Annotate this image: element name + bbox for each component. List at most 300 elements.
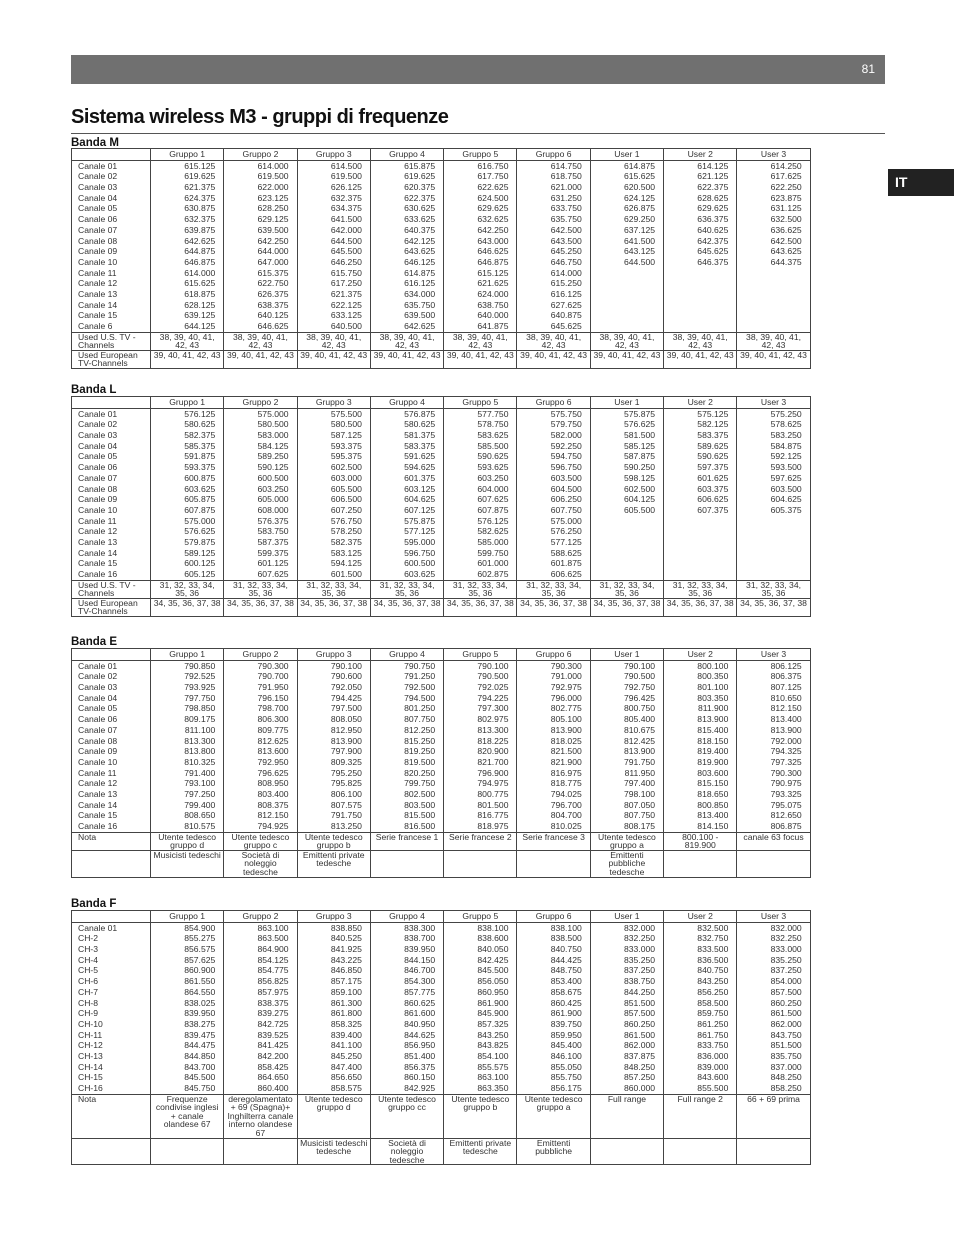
frequency-cell: 858.500 (664, 998, 737, 1009)
frequency-cell: 860.425 (517, 998, 590, 1009)
frequency-cell: 807.750 (590, 810, 663, 821)
frequency-cell: 856.250 (664, 987, 737, 998)
frequency-cell: 614.250 (737, 160, 810, 171)
frequency-cell: 634.375 (297, 203, 370, 214)
frequency-cell: 614.875 (370, 268, 443, 279)
table-row (72, 955, 811, 966)
frequency-cell: 644.500 (590, 257, 663, 268)
frequency-cell: 813.900 (517, 725, 590, 736)
frequency-cell: 604.625 (737, 494, 810, 505)
note-label: Nota (72, 832, 151, 850)
frequency-cell: 602.875 (444, 569, 517, 580)
note-cell: Società di noleggio tedesche (370, 1138, 443, 1165)
frequency-cell: 596.750 (517, 462, 590, 473)
frequency-cell: 616.125 (370, 278, 443, 289)
channel-label: CH-16 (72, 1083, 151, 1094)
frequency-cell: 861.300 (297, 998, 370, 1009)
frequency-cell: 838.100 (444, 922, 517, 933)
note-cell: Musicisti tedeschi tedesche (297, 1138, 370, 1165)
frequency-cell: 802.975 (444, 714, 517, 725)
frequency-cell: 595.000 (370, 537, 443, 548)
table-header-row (72, 911, 811, 923)
channel-label: Canale 12 (72, 778, 151, 789)
frequency-cell: 597.375 (664, 462, 737, 473)
note-cell: Emittenti pubbliche tedesche (590, 850, 663, 877)
note-cell: 34, 35, 36, 37, 38 (444, 598, 517, 616)
column-header: User 2 (664, 911, 737, 923)
note-cell: 66 + 69 prima (737, 1094, 810, 1138)
frequency-cell: 600.500 (224, 473, 297, 484)
note-cell: 31, 32, 33, 34, 35, 36 (737, 580, 810, 598)
frequency-cell: 646.375 (664, 257, 737, 268)
frequency-cell: 854.125 (224, 955, 297, 966)
frequency-cell: 858.575 (297, 1083, 370, 1094)
note-cell: Società di noleggio tedesche (224, 850, 297, 877)
frequency-cell: 860.250 (590, 1019, 663, 1030)
channel-label: CH-15 (72, 1072, 151, 1083)
frequency-cell: 624.125 (590, 193, 663, 204)
frequency-cell: 858.250 (737, 1083, 810, 1094)
table-row (72, 778, 811, 789)
frequency-cell: 793.100 (151, 778, 224, 789)
channel-label: Canale 01 (72, 660, 151, 671)
frequency-cell: 575.875 (370, 516, 443, 527)
table-row (72, 810, 811, 821)
frequency-cell: 585.375 (151, 441, 224, 452)
column-header: User 1 (590, 149, 663, 161)
channel-label: Canale 11 (72, 268, 151, 279)
frequency-cell: 844.850 (151, 1051, 224, 1062)
note-cell: Serie francese 1 (370, 832, 443, 850)
frequency-cell: 603.625 (151, 484, 224, 495)
frequency-cell: 794.425 (297, 693, 370, 704)
frequency-cell: 818.975 (444, 821, 517, 832)
note-cell: Emittenti private tedesche (297, 850, 370, 877)
column-header: User 2 (664, 149, 737, 161)
table-row (72, 987, 811, 998)
note-row (72, 1094, 811, 1138)
frequency-cell: 607.875 (444, 505, 517, 516)
note-cell: 39, 40, 41, 42, 43 (151, 350, 224, 368)
channel-label: CH-14 (72, 1062, 151, 1073)
frequency-cell: 639.125 (151, 310, 224, 321)
frequency-cell: 622.125 (297, 300, 370, 311)
frequency-cell: 860.400 (224, 1083, 297, 1094)
frequency-cell: 864.900 (224, 944, 297, 955)
note-cell: 38, 39, 40, 41, 42, 43 (370, 332, 443, 350)
frequency-cell: 837.000 (737, 1062, 810, 1073)
channel-label: Canale 10 (72, 505, 151, 516)
frequency-cell: 839.400 (297, 1030, 370, 1041)
frequency-cell (590, 558, 663, 569)
table-row (72, 171, 811, 182)
frequency-cell: 603.250 (224, 484, 297, 495)
table-row (72, 703, 811, 714)
frequency-cell (590, 278, 663, 289)
frequency-cell: 856.575 (151, 944, 224, 955)
channel-label: Canale 02 (72, 171, 151, 182)
column-header: User 3 (737, 397, 810, 409)
frequency-cell: 790.600 (297, 671, 370, 682)
frequency-cell: 842.200 (224, 1051, 297, 1062)
frequency-cell: 577.750 (444, 408, 517, 419)
frequency-cell: 845.250 (297, 1051, 370, 1062)
frequency-cell: 818.650 (664, 789, 737, 800)
frequency-cell (664, 278, 737, 289)
frequency-cell: 644.500 (297, 236, 370, 247)
frequency-cell: 618.875 (151, 289, 224, 300)
frequency-cell: 632.625 (444, 214, 517, 225)
frequency-cell: 599.750 (444, 548, 517, 559)
frequency-cell: 792.025 (444, 682, 517, 693)
frequency-cell: 856.375 (370, 1062, 443, 1073)
frequency-cell: 808.175 (590, 821, 663, 832)
frequency-cell: 597.625 (737, 473, 810, 484)
frequency-cell: 820.250 (370, 768, 443, 779)
note-label: Used U.S. TV - Channels (72, 580, 151, 598)
frequency-cell: 832.500 (664, 922, 737, 933)
frequency-cell: 582.625 (444, 526, 517, 537)
band-label: Banda M (71, 137, 119, 149)
frequency-cell: 821.900 (517, 757, 590, 768)
frequency-cell: 809.775 (224, 725, 297, 736)
table-row (72, 516, 811, 527)
frequency-cell: 621.000 (517, 182, 590, 193)
note-row (72, 832, 811, 850)
frequency-cell: 632.375 (297, 193, 370, 204)
frequency-cell: 802.775 (517, 703, 590, 714)
table-row (72, 725, 811, 736)
frequency-cell: 603.500 (737, 484, 810, 495)
frequency-cell: 859.100 (297, 987, 370, 998)
frequency-cell: 835.250 (590, 955, 663, 966)
frequency-cell: 845.900 (444, 1008, 517, 1019)
frequency-cell: 575.500 (297, 408, 370, 419)
frequency-cell: 812.250 (370, 725, 443, 736)
frequency-cell: 863.500 (224, 933, 297, 944)
frequency-cell: 842.925 (370, 1083, 443, 1094)
column-header: Gruppo 2 (224, 149, 297, 161)
table-header-row (72, 649, 811, 661)
frequency-cell: 857.775 (370, 987, 443, 998)
frequency-cell: 861.250 (664, 1019, 737, 1030)
frequency-cell: 791.400 (151, 768, 224, 779)
frequency-cell: 863.350 (444, 1083, 517, 1094)
note-cell (444, 850, 517, 877)
column-header: Gruppo 5 (444, 149, 517, 161)
frequency-cell: 813.900 (590, 746, 663, 757)
frequency-cell: 807.575 (297, 800, 370, 811)
frequency-cell (664, 558, 737, 569)
note-cell: 39, 40, 41, 42, 43 (664, 350, 737, 368)
frequency-cell: 580.625 (151, 419, 224, 430)
note-label: Used European TV-Channels (72, 598, 151, 616)
frequency-cell: 806.100 (297, 789, 370, 800)
frequency-cell: 623.875 (737, 193, 810, 204)
channel-label: Canale 03 (72, 430, 151, 441)
frequency-cell: 616.750 (444, 160, 517, 171)
frequency-cell (664, 289, 737, 300)
note-cell: 34, 35, 36, 37, 38 (370, 598, 443, 616)
channel-label: Canale 09 (72, 746, 151, 757)
frequency-cell (737, 569, 810, 580)
frequency-cell: 794.925 (224, 821, 297, 832)
frequency-cell: 813.900 (737, 725, 810, 736)
frequency-cell: 815.400 (664, 725, 737, 736)
frequency-cell: 580.500 (297, 419, 370, 430)
frequency-cell: 575.250 (737, 408, 810, 419)
frequency-cell: 815.150 (664, 778, 737, 789)
table-row (72, 236, 811, 247)
frequency-cell: 794.025 (517, 789, 590, 800)
frequency-cell: 624.375 (151, 193, 224, 204)
frequency-cell: 842.725 (224, 1019, 297, 1030)
note-cell: 38, 39, 40, 41, 42, 43 (151, 332, 224, 350)
table-row (72, 1083, 811, 1094)
frequency-cell: 841.425 (224, 1040, 297, 1051)
frequency-cell: 861.900 (444, 998, 517, 1009)
column-header: Gruppo 1 (151, 149, 224, 161)
frequency-cell: 800.100 (664, 660, 737, 671)
channel-label: Canale 02 (72, 419, 151, 430)
frequency-cell: 821.700 (444, 757, 517, 768)
frequency-cell: 581.375 (370, 430, 443, 441)
frequency-cell: 587.875 (590, 451, 663, 462)
frequency-cell: 631.250 (517, 193, 590, 204)
frequency-cell: 813.300 (444, 725, 517, 736)
column-header: User 3 (737, 149, 810, 161)
frequency-cell: 860.150 (370, 1072, 443, 1083)
frequency-cell (737, 310, 810, 321)
frequency-cell: 809.175 (151, 714, 224, 725)
frequency-cell: 642.125 (370, 236, 443, 247)
table-row (72, 419, 811, 430)
frequency-cell: 575.000 (517, 516, 590, 527)
frequency-cell: 627.625 (517, 300, 590, 311)
frequency-cell: 624.000 (444, 289, 517, 300)
note-cell: 38, 39, 40, 41, 42, 43 (444, 332, 517, 350)
frequency-cell: 792.050 (297, 682, 370, 693)
frequency-cell (664, 548, 737, 559)
frequency-cell: 596.750 (370, 548, 443, 559)
frequency-cell: 631.125 (737, 203, 810, 214)
channel-label: CH-4 (72, 955, 151, 966)
frequency-cell: 813.900 (297, 736, 370, 747)
frequency-cell: 838.275 (151, 1019, 224, 1030)
channel-label: Canale 16 (72, 821, 151, 832)
frequency-cell: 845.400 (517, 1040, 590, 1051)
table-row (72, 998, 811, 1009)
frequency-cell (590, 516, 663, 527)
note-cell: 31, 32, 33, 34, 35, 36 (151, 580, 224, 598)
note-cell: 31, 32, 33, 34, 35, 36 (517, 580, 590, 598)
frequency-cell: 614.125 (664, 160, 737, 171)
note-label (72, 850, 151, 877)
frequency-cell: 838.500 (517, 933, 590, 944)
frequency-cell: 589.125 (151, 548, 224, 559)
frequency-cell: 857.500 (590, 1008, 663, 1019)
frequency-cell: 582.000 (517, 430, 590, 441)
frequency-cell: 575.125 (664, 408, 737, 419)
channel-label: Canale 04 (72, 693, 151, 704)
channel-label: Canale 11 (72, 768, 151, 779)
table-header-row (72, 149, 811, 161)
frequency-cell: 633.750 (517, 203, 590, 214)
frequency-cell: 593.375 (297, 441, 370, 452)
table-row (72, 203, 811, 214)
note-cell: 31, 32, 33, 34, 35, 36 (370, 580, 443, 598)
note-cell: Utente tedesco gruppo b (297, 832, 370, 850)
frequency-cell: 642.000 (297, 225, 370, 236)
table-row (72, 922, 811, 933)
frequency-cell: 591.875 (151, 451, 224, 462)
frequency-cell: 618.750 (517, 171, 590, 182)
frequency-cell: 643.625 (370, 246, 443, 257)
frequency-cell: 644.000 (224, 246, 297, 257)
frequency-cell: 840.750 (517, 944, 590, 955)
frequency-cell: 592.125 (737, 451, 810, 462)
column-header: Gruppo 3 (297, 149, 370, 161)
column-header: Gruppo 2 (224, 397, 297, 409)
frequency-cell: 638.750 (444, 300, 517, 311)
frequency-cell: 630.625 (370, 203, 443, 214)
frequency-cell: 838.100 (517, 922, 590, 933)
frequency-cell: 790.100 (590, 660, 663, 671)
frequency-cell: 813.250 (297, 821, 370, 832)
frequency-cell: 818.150 (664, 736, 737, 747)
note-cell: 34, 35, 36, 37, 38 (224, 598, 297, 616)
frequency-cell: 621.125 (664, 171, 737, 182)
column-header: Gruppo 2 (224, 649, 297, 661)
frequency-cell: 647.000 (224, 257, 297, 268)
frequency-cell: 589.250 (224, 451, 297, 462)
note-row (72, 1138, 811, 1165)
frequency-cell: 619.625 (151, 171, 224, 182)
frequency-cell: 796.000 (517, 693, 590, 704)
frequency-cell: 851.500 (737, 1040, 810, 1051)
frequency-cell: 840.750 (664, 965, 737, 976)
frequency-cell: 593.375 (151, 462, 224, 473)
note-cell: Utente tedesco gruppo a (517, 1094, 590, 1138)
note-row (72, 332, 811, 350)
frequency-cell: 798.700 (224, 703, 297, 714)
frequency-cell: 577.125 (370, 526, 443, 537)
frequency-cell: 857.250 (590, 1072, 663, 1083)
frequency-cell: 642.250 (224, 236, 297, 247)
frequency-cell: 603.250 (444, 473, 517, 484)
frequency-cell: 600.500 (370, 558, 443, 569)
frequency-cell: 604.000 (444, 484, 517, 495)
note-cell: 31, 32, 33, 34, 35, 36 (664, 580, 737, 598)
frequency-cell: 576.125 (444, 516, 517, 527)
frequency-cell: 843.750 (737, 1030, 810, 1041)
frequency-cell: 833.500 (664, 944, 737, 955)
frequency-cell: 816.500 (370, 821, 443, 832)
frequency-cell: 589.625 (664, 441, 737, 452)
column-header: User 3 (737, 649, 810, 661)
frequency-cell: 579.875 (151, 537, 224, 548)
note-cell: 34, 35, 36, 37, 38 (664, 598, 737, 616)
frequency-cell: 583.375 (370, 441, 443, 452)
frequency-cell: 646.125 (370, 257, 443, 268)
frequency-cell: 860.900 (151, 965, 224, 976)
frequency-cell: 797.500 (297, 703, 370, 714)
frequency-cell: 862.000 (737, 1019, 810, 1030)
channel-label: Canale 01 (72, 922, 151, 933)
table-row (72, 1008, 811, 1019)
frequency-cell: 798.100 (590, 789, 663, 800)
frequency-cell: 812.950 (297, 725, 370, 736)
frequency-cell: 629.125 (224, 214, 297, 225)
table-row (72, 214, 811, 225)
frequency-cell: 622.750 (224, 278, 297, 289)
note-cell: Musicisti tedeschi (151, 850, 224, 877)
note-row (72, 598, 811, 616)
column-header: Gruppo 6 (517, 149, 590, 161)
table-row (72, 1072, 811, 1083)
table-row (72, 537, 811, 548)
note-row (72, 350, 811, 368)
frequency-cell: 790.750 (370, 660, 443, 671)
title-divider (71, 133, 885, 134)
frequency-cell: 791.750 (297, 810, 370, 821)
header-cell (72, 149, 151, 161)
table-row (72, 714, 811, 725)
frequency-cell: 840.950 (370, 1019, 443, 1030)
frequency-cell: 622.625 (444, 182, 517, 193)
frequency-cell: 816.775 (444, 810, 517, 821)
frequency-cell: 813.400 (737, 714, 810, 725)
frequency-cell: 628.125 (151, 300, 224, 311)
frequency-cell: 642.375 (664, 236, 737, 247)
frequency-cell: 617.750 (444, 171, 517, 182)
note-cell: deregolamentato + 69 (Spagna)+ Inghilterra canale interno olandese 67 (224, 1094, 297, 1138)
frequency-cell: 629.250 (590, 214, 663, 225)
frequency-cell: 642.500 (737, 236, 810, 247)
frequency-cell: 587.375 (224, 537, 297, 548)
frequency-cell: 839.750 (517, 1019, 590, 1030)
frequency-cell: 800.350 (664, 671, 737, 682)
channel-label: Canale 04 (72, 441, 151, 452)
frequency-cell: 794.225 (444, 693, 517, 704)
frequency-cell: 622.375 (664, 182, 737, 193)
table-row (72, 800, 811, 811)
frequency-cell: 860.625 (370, 998, 443, 1009)
table-row (72, 693, 811, 704)
band-label: Banda F (71, 898, 117, 910)
frequency-cell: 792.975 (517, 682, 590, 693)
frequency-cell: 645.500 (297, 246, 370, 257)
frequency-cell: 605.500 (590, 505, 663, 516)
frequency-cell: 815.250 (370, 736, 443, 747)
frequency-cell: 595.375 (297, 451, 370, 462)
frequency-cell: 833.000 (737, 944, 810, 955)
frequency-cell: 810.675 (590, 725, 663, 736)
frequency-cell: 841.925 (297, 944, 370, 955)
frequency-cell: 858.425 (224, 1062, 297, 1073)
frequency-cell (664, 310, 737, 321)
frequency-cell (737, 321, 810, 332)
frequency-cell: 816.975 (517, 768, 590, 779)
column-header: Gruppo 3 (297, 397, 370, 409)
note-cell: 31, 32, 33, 34, 35, 36 (224, 580, 297, 598)
frequency-cell: 585.000 (444, 537, 517, 548)
channel-label: Canale 01 (72, 160, 151, 171)
frequency-cell (664, 526, 737, 537)
frequency-cell: 845.500 (444, 965, 517, 976)
channel-label: Canale 06 (72, 462, 151, 473)
frequency-cell: 604.500 (517, 484, 590, 495)
